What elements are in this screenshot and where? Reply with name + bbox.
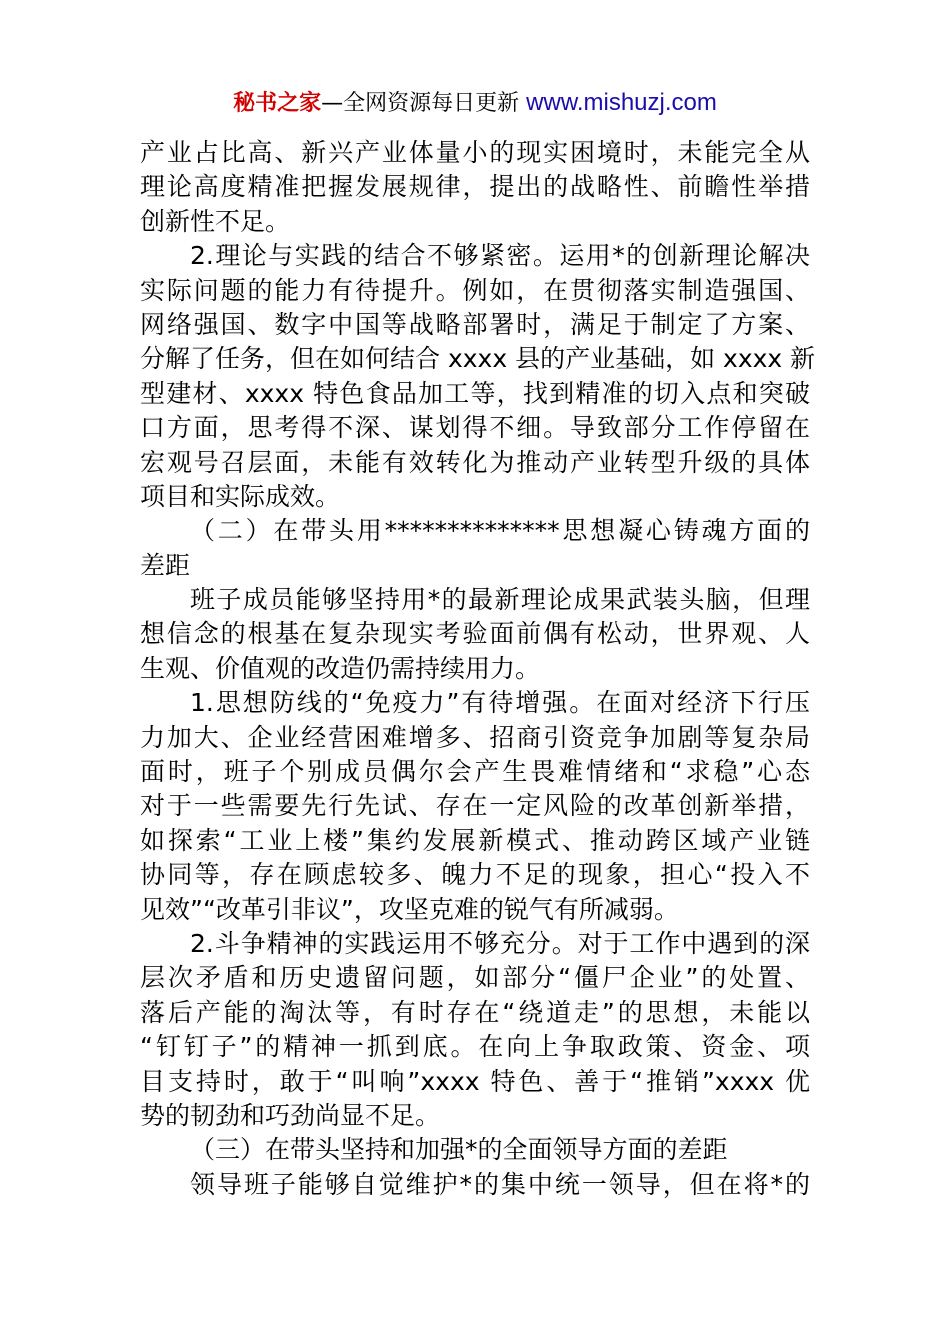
document-text-line: 势的韧劲和巧劲尚显不足。 (140, 1100, 441, 1130)
document-text-line: 领导班子能够自觉维护*的集中统一领导，但在将*的 (190, 1169, 810, 1199)
document-text-line: 2.斗争精神的实践运用不够充分。对于工作中遇到的深 (190, 928, 810, 958)
site-tagline: —全网资源每日更新 (321, 91, 527, 116)
document-text-line: “钉钉子”的精神一抓到底。在向上争取政策、资金、项 (140, 1032, 810, 1062)
document-text-line: 落后产能的淘汰等，有时存在“绕道走”的思想，未能以 (140, 997, 810, 1027)
document-body (140, 136, 816, 1202)
document-text-line: 理论高度精准把握发展规律，提出的战略性、前瞻性举措 (140, 172, 810, 202)
document-text-line: 层次矛盾和历史遗留问题，如部分“僵尸企业”的处置、 (140, 963, 810, 993)
document-text-line: 对于一些需要先行先试、存在一定风险的改革创新举措， (140, 791, 810, 821)
document-text-line: 2.理论与实践的结合不够紧密。运用*的创新理论解决 (190, 241, 810, 271)
site-header (0, 86, 950, 121)
document-text-line: 如探索“工业上楼”集约发展新模式、推动跨区域产业链 (140, 825, 810, 855)
document-text-line: （二）在带头用**************思想凝心铸魂方面的 (190, 516, 810, 546)
document-text-line: 创新性不足。 (140, 206, 291, 236)
document-text-line: 1.思想防线的“免疫力”有待增强。在面对经济下行压 (190, 688, 810, 718)
document-text-line: 宏观号召层面，未能有效转化为推动产业转型升级的具体 (140, 447, 810, 477)
document-text-line: 型建材、xxxx 特色食品加工等，找到精准的切入点和突破 (140, 378, 810, 408)
document-text-line: 产业占比高、新兴产业体量小的现实困境时，未能完全从 (140, 138, 810, 167)
document-text-line: 力加大、企业经营困难增多、招商引资竞争加剧等复杂局 (140, 722, 810, 752)
document-text-line: 网络强国、数字中国等战略部署时，满足于制定了方案、 (140, 309, 810, 339)
document-text-line: 目支持时，敢于“叫响”xxxx 特色、善于“推销”xxxx 优 (140, 1066, 810, 1096)
document-text-line: （三）在带头坚持和加强*的全面领导方面的差距 (190, 1135, 728, 1165)
site-url-link[interactable]: www.mishuzj.com (526, 89, 717, 116)
document-text-line: 班子成员能够坚持用*的最新理论成果武装头脑，但理 (190, 585, 810, 615)
document-text-line: 口方面，思考得不深、谋划得不细。导致部分工作停留在 (140, 413, 810, 443)
document-text-line: 生观、价值观的改造仍需持续用力。 (140, 653, 541, 683)
document-text-line: 见效”“改革引非议”，攻坚克难的锐气有所减弱。 (140, 894, 679, 924)
document-text-line: 实际问题的能力有待提升。例如，在贯彻落实制造强国、 (140, 275, 810, 305)
document-text-line: 协同等，存在顾虑较多、魄力不足的现象，担心“投入不 (140, 860, 810, 890)
document-text-line: 面时，班子个别成员偶尔会产生畏难情绪和“求稳”心态 (140, 757, 810, 787)
document-text-line: 项目和实际成效。 (140, 481, 341, 511)
document-text-line: 想信念的根基在复杂现实考验面前偶有松动，世界观、人 (140, 619, 810, 649)
site-brand: 秘书之家 (233, 91, 322, 116)
document-text-line: 分解了任务，但在如何结合 xxxx 县的产业基础，如 xxxx 新 (140, 344, 816, 374)
document-text-line: 差距 (140, 550, 191, 580)
